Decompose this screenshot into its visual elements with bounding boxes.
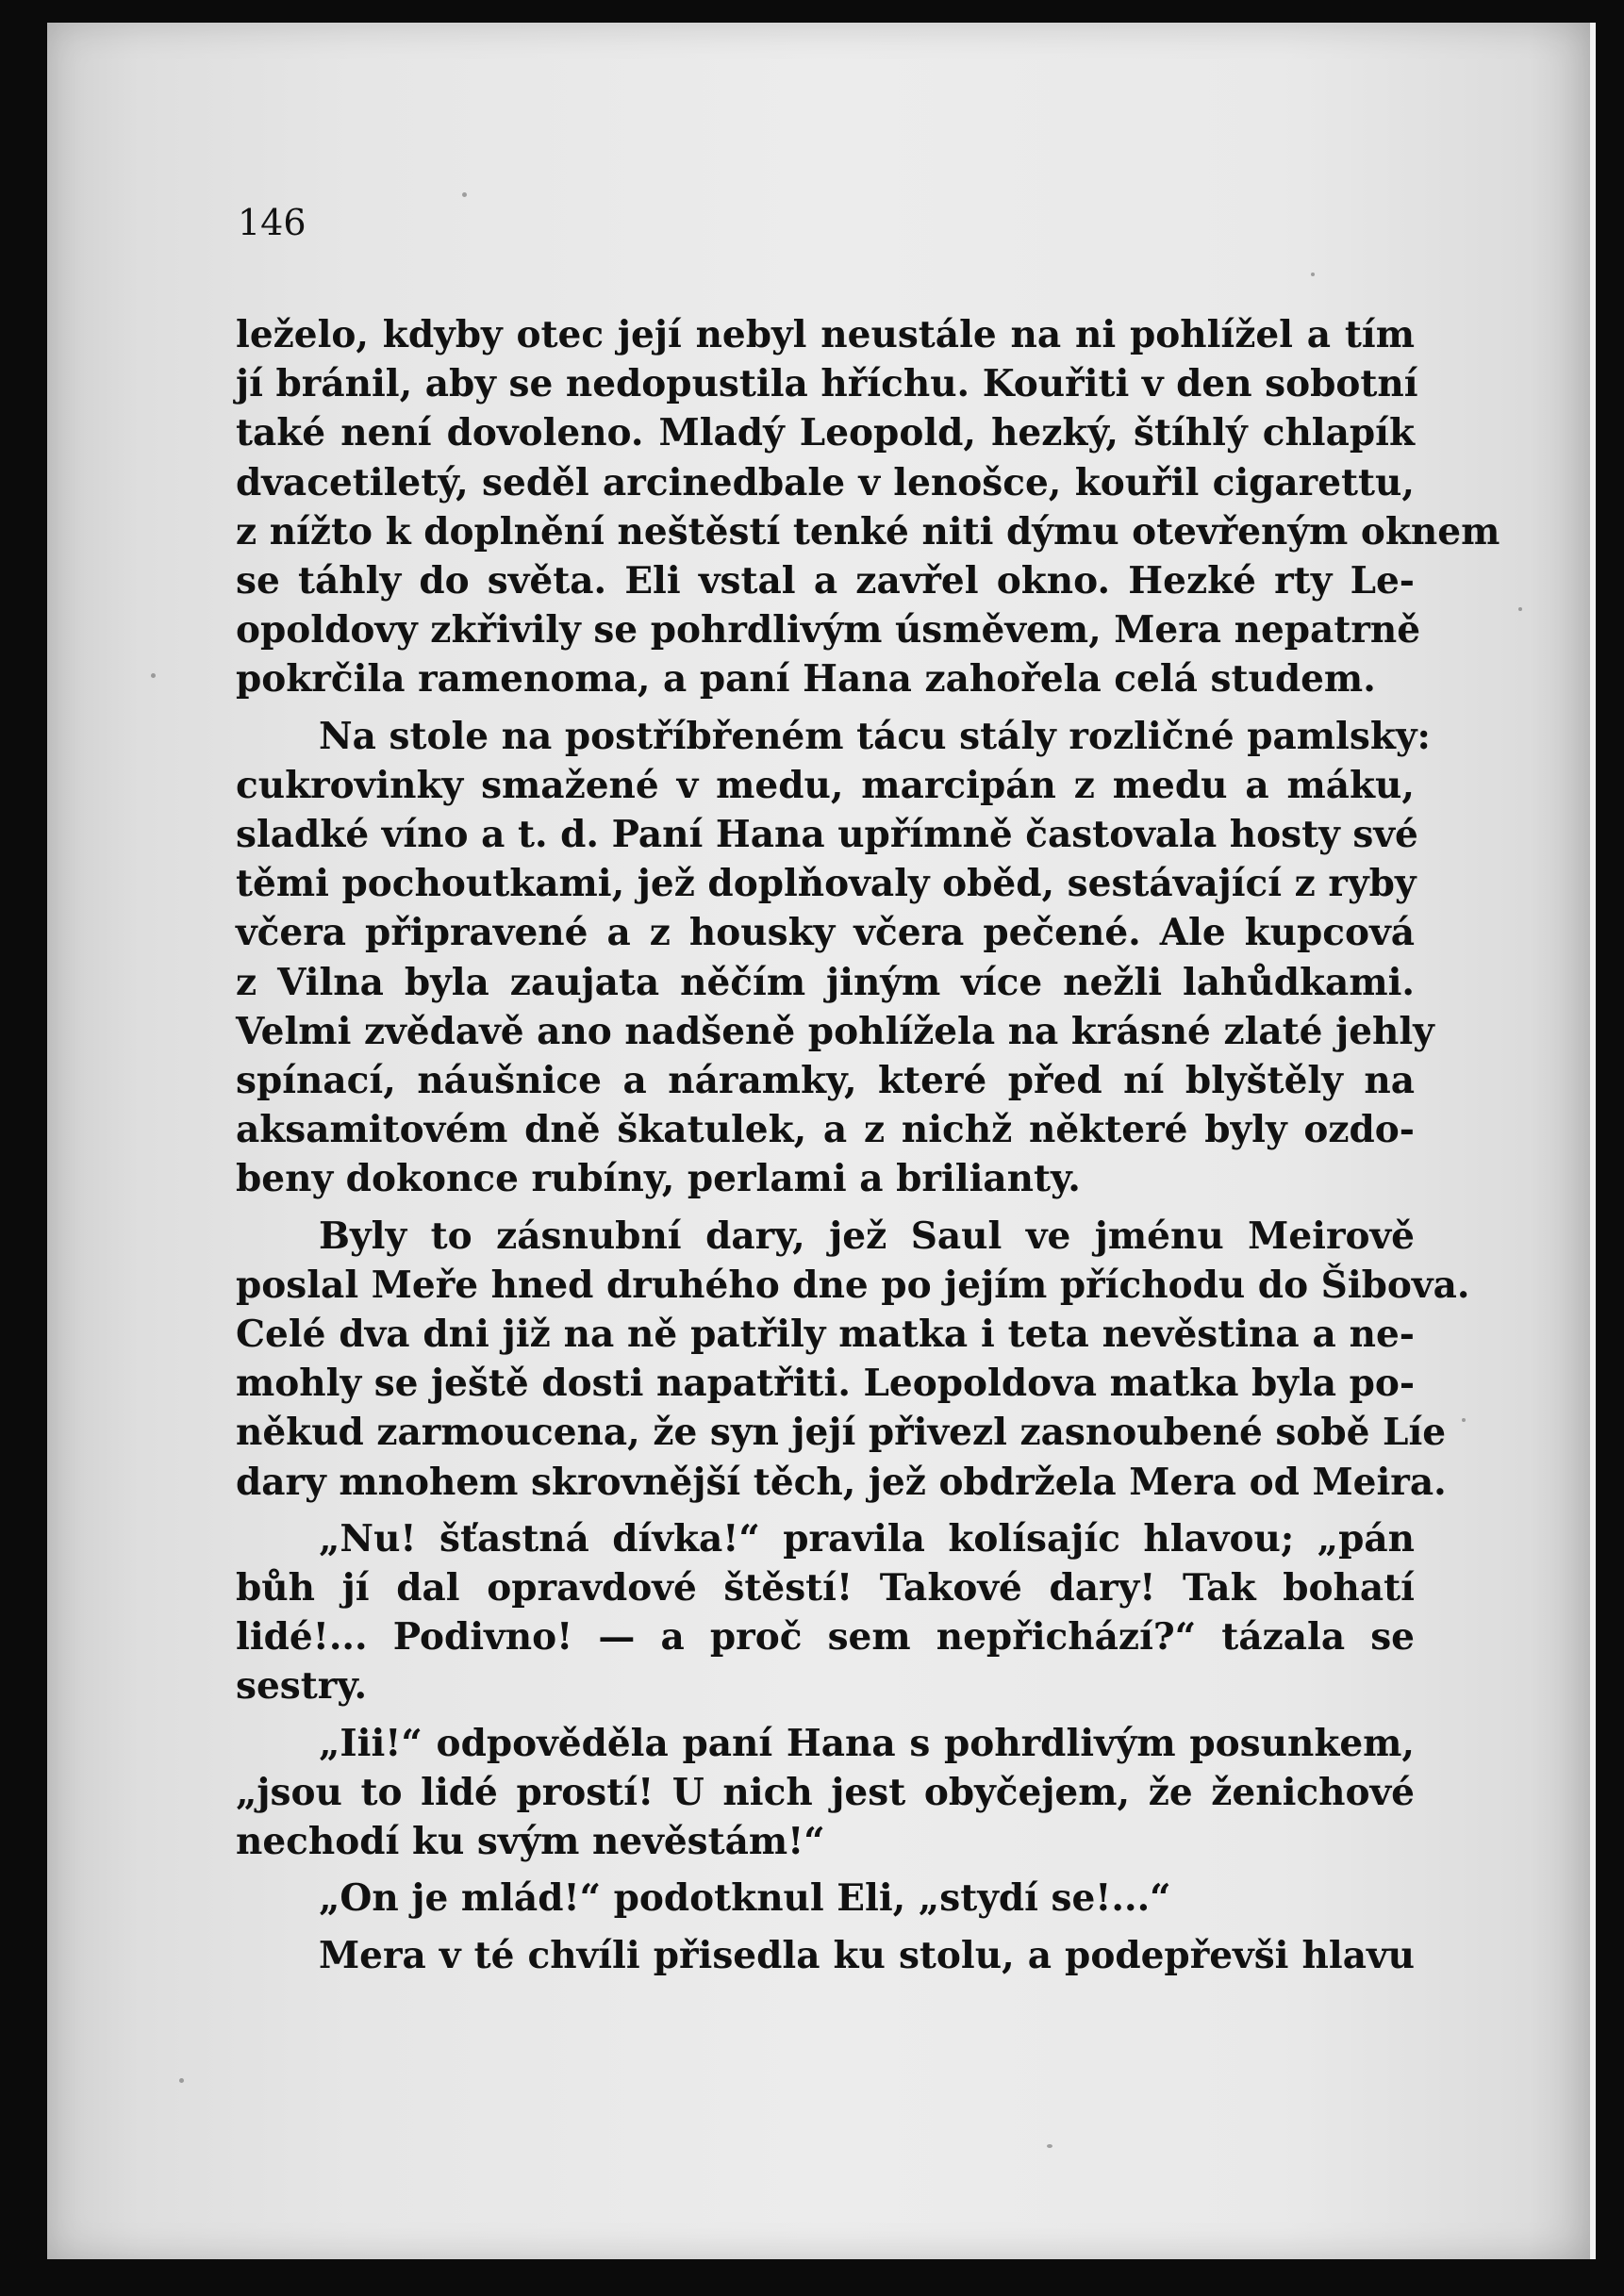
text-line: spínací, náušnice a náramky, které před ní blyštěly na <box>236 1059 1415 1103</box>
paragraph <box>236 310 1500 704</box>
text-line: poslal Meře hned druhého dne po jejím příchodu do Šibova. <box>236 1263 1470 1307</box>
scan-speck <box>151 673 156 678</box>
text-line: také není dovoleno. Mladý Leopold, hezký, štíhlý chlapík <box>236 411 1415 455</box>
text-line: lidé!... Podivno! — a proč sem nepřichází?“ tázala se <box>236 1615 1415 1660</box>
text-line: z nížto k doplnění neštěstí tenké niti dýmu otevřeným oknem <box>236 509 1500 553</box>
text-line: pokrčila ramenoma, a paní Hana zahořela celá studem. <box>236 657 1376 702</box>
text-line: těmi pochoutkami, jež doplňovaly oběd, sestávající z ryby <box>236 862 1417 906</box>
text-line: sladké víno a t. d. Paní Hana upřímně častovala hosty své <box>236 813 1418 857</box>
text-line: Velmi zvědavě ano nadšeně pohlížela na krásné zlaté jehly <box>236 1009 1434 1053</box>
text-line: „On je mlád!“ podotknul Eli, „stydí se!...“ <box>319 1876 1171 1921</box>
text-line: sestry. <box>236 1664 368 1709</box>
paragraph <box>236 1874 1415 1923</box>
scan-speck <box>1462 1418 1466 1422</box>
text-line: „Nu! šťastná dívka!“ pravila kolísajíc hlavou; „pán <box>319 1516 1415 1561</box>
text-line: cukrovinky smažené v medu, marcipán z medu a máku, <box>236 763 1415 807</box>
scan-speck <box>1518 607 1522 611</box>
body-text <box>236 310 1500 1980</box>
paragraph <box>236 1931 1415 1980</box>
scan-speck <box>179 2078 184 2083</box>
paragraph <box>236 712 1434 1204</box>
text-line: leželo, kdyby otec její nebyl neustále na ni pohlížel a tím <box>236 313 1415 356</box>
text-line: jí bránil, aby se nedopustila hříchu. Kouřiti v den sobotní <box>236 362 1418 406</box>
text-line: z Vilna byla zaujata něčím jiným více nežli lahůdkami. <box>236 960 1415 1004</box>
text-line: opoldovy zkřivily se pohrdlivým úsměvem, Mera nepatrně <box>236 608 1421 652</box>
book-page <box>47 23 1596 2259</box>
text-line: mohly se ještě dosti napatřiti. Leopoldova matka byla po- <box>236 1362 1416 1406</box>
text-line: dvacetiletý, seděl arcinedbale v lenošce, kouřil cigarettu, <box>236 460 1415 504</box>
text-line: včera připravené a z housky včera pečené. Ale kupcová <box>236 911 1415 955</box>
text-line: nechodí ku svým nevěstám!“ <box>236 1820 825 1864</box>
text-line: Na stole na postříbřeném tácu stály rozličné pamlsky: <box>319 714 1431 758</box>
text-line: beny dokonce rubíny, perlami a brilianty. <box>236 1157 1081 1201</box>
scan-speck <box>462 192 467 197</box>
page-number: 146 <box>238 202 307 243</box>
scan-speck <box>1047 2144 1052 2148</box>
text-line: bůh jí dal opravdové štěstí! Takové dary! Tak bohatí <box>236 1566 1415 1611</box>
text-line: se táhly do světa. Eli vstal a zavřel okno. Hezké rty Le- <box>236 559 1415 603</box>
text-line: Byly to zásnubní dary, jež Saul ve jménu Meirově <box>319 1214 1415 1258</box>
text-line: někud zarmoucena, že syn její přivezl zasnoubené sobě Líe <box>236 1411 1447 1455</box>
text-line: dary mnohem skrovnější těch, jež obdržela Mera od Meira. <box>236 1460 1447 1504</box>
scan-speck <box>1311 273 1315 276</box>
text-line: „Iii!“ odpověděla paní Hana s pohrdlivým posunkem, <box>319 1721 1415 1765</box>
paragraph <box>236 1719 1415 1867</box>
text-line: aksamitovém dně škatulek, a z nichž některé byly ozdo- <box>236 1108 1415 1152</box>
text-line: Mera v té chvíli přisedla ku stolu, a podepřevši hlavu <box>319 1933 1415 1977</box>
text-line: Celé dva dni již na ně patřily matka i teta nevěstina a ne- <box>236 1313 1415 1357</box>
text-line: „jsou to lidé prostí! U nich jest obyčejem, že ženichové <box>236 1770 1415 1814</box>
paragraph <box>236 1514 1415 1711</box>
paragraph <box>236 1212 1470 1507</box>
